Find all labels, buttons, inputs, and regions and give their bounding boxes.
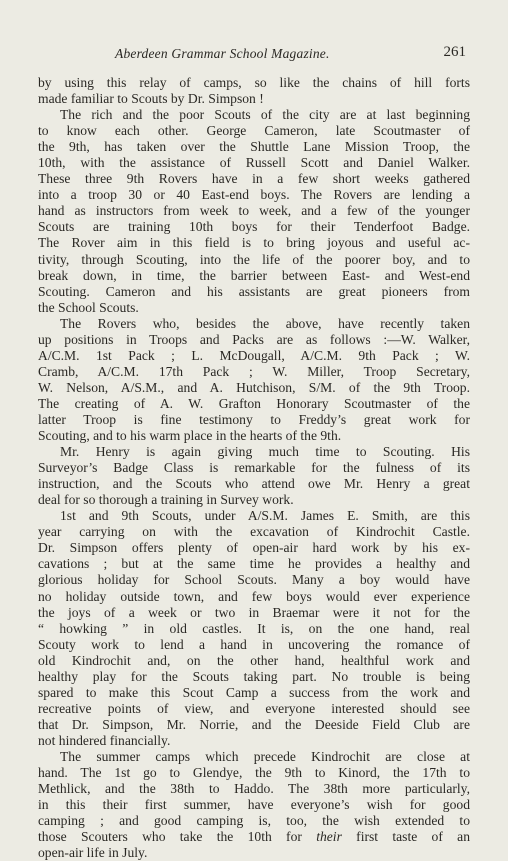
text-line: healthy play for the Scouts taking part. No trouble is being bbox=[38, 668, 470, 684]
text-line: The creating of A. W. Grafton Honorary Scoutmaster of the bbox=[38, 395, 470, 411]
text-line: Dr. Simpson offers plenty of open-air hard work by his ex- bbox=[38, 540, 470, 556]
text-fragment: first taste of an bbox=[341, 829, 470, 845]
paragraph-1 bbox=[38, 75, 470, 107]
text-line: Scouts are training 10th boys for their Tenderfoot Badge. bbox=[38, 219, 470, 235]
text-line: that Dr. Simpson, Mr. Norrie, and the Deeside Field Club are bbox=[38, 716, 470, 732]
text-line: hand as instructors from week to week, and a few of the younger bbox=[38, 203, 470, 219]
text-line: not hindered financially. bbox=[38, 732, 171, 748]
text-line: “ howking ” in old castles. It is, on the one hand, real bbox=[38, 620, 470, 636]
text-line: Surveyor’s Badge Class is remarkable for the fulness of its bbox=[38, 460, 470, 476]
text-line: in this their first summer, have everyone’s wish for good bbox=[38, 797, 470, 813]
text-line: These three 9th Rovers have in a few short weeks gathered bbox=[38, 171, 470, 187]
text-line: spared to make this Scout Camp a success from the work and bbox=[38, 684, 470, 700]
emphasis-word: their bbox=[316, 829, 342, 845]
text-line: The Rovers who, besides the above, have recently taken bbox=[60, 315, 470, 331]
running-head bbox=[38, 44, 472, 64]
text-line: cavations ; but at the same time he provides a healthy and bbox=[38, 556, 470, 572]
page-number: 261 bbox=[443, 44, 466, 60]
paragraph-2 bbox=[38, 107, 470, 316]
text-line: deal for so thorough a training in Survey work. bbox=[38, 492, 294, 508]
text-line: up positions in Troops and Packs are as follows :—W. Walker, bbox=[38, 331, 470, 347]
text-line: The Rover aim in this field is to bring joyous and useful ac- bbox=[38, 235, 470, 251]
text-line: 1st and 9th Scouts, under A/S.M. James E. Smith, are this bbox=[60, 508, 470, 524]
magazine-title: Aberdeen Grammar School Magazine. bbox=[115, 46, 330, 61]
text-line: the School Scouts. bbox=[38, 299, 139, 315]
paragraph-3 bbox=[38, 316, 470, 444]
text-line: hand. The 1st go to Glendye, the 9th to Kinord, the 17th to bbox=[38, 765, 470, 781]
text-line: no holiday outside town, and few boys would ever experience bbox=[38, 588, 470, 604]
text-line: Scouting. Cameron and his assistants are great pioneers from bbox=[38, 283, 470, 299]
text-line: the 9th, has taken over the Shuttle Lane Mission Troop, the bbox=[38, 139, 470, 155]
text-line: year carrying on with the excavation of Kindrochit Castle. bbox=[38, 524, 470, 540]
article-body bbox=[38, 75, 470, 861]
text-line: recreative points of view, and everyone interested should see bbox=[38, 700, 470, 716]
text-line: instruction, and the Scouts who attend owe Mr. Henry a great bbox=[38, 476, 470, 492]
text-line: The summer camps which precede Kindrochit are close at bbox=[60, 748, 470, 764]
text-line: Mr. Henry is again giving much time to Scouting. His bbox=[60, 444, 470, 460]
text-line: The rich and the poor Scouts of the city are at last beginning bbox=[60, 107, 470, 123]
text-line: Cramb, A/C.M. 17th Pack ; W. Miller, Troop Secretary, bbox=[38, 363, 470, 379]
text-line: W. Nelson, A/S.M., and A. Hutchison, S/M. of the 9th Troop. bbox=[38, 379, 470, 395]
text-line: 10th, with the assistance of Russell Scott and Daniel Walker. bbox=[38, 155, 470, 171]
text-line: Methlick, and the 38th to Haddo. The 38th more particularly, bbox=[38, 781, 470, 797]
text-fragment: those Scouters who take the 10th for bbox=[38, 829, 317, 845]
text-line: Scouty work to lend a hand in uncovering the romance of bbox=[38, 636, 470, 652]
text-line: open-air life in July. bbox=[38, 845, 148, 861]
text-line: latter Troop is fine testimony to Freddy’s great work for bbox=[38, 411, 470, 427]
text-line: to know each other. George Cameron, late Scoutmaster of bbox=[38, 123, 470, 139]
paragraph-5 bbox=[38, 508, 470, 749]
text-line: break down, in time, the barrier between East- and West-end bbox=[38, 267, 470, 283]
text-line: the joys of a week or two in Braemar were it not for the bbox=[38, 604, 470, 620]
text-line: old Kindrochit and, on the other hand, healthful work and bbox=[38, 652, 470, 668]
paragraph-4 bbox=[38, 444, 470, 508]
text-line-with-emphasis bbox=[38, 829, 470, 845]
text-line: camping ; and good camping is, too, the wish extended to bbox=[38, 813, 470, 829]
text-line: into a troop 30 or 40 East-end boys. The Rovers are lending a bbox=[38, 187, 470, 203]
paragraph-6 bbox=[38, 749, 470, 861]
text-line: glorious holiday for School Scouts. Many a boy would have bbox=[38, 572, 470, 588]
text-line: by using this relay of camps, so like the chains of hill forts bbox=[38, 75, 470, 90]
text-line: made familiar to Scouts by Dr. Simpson ! bbox=[38, 91, 264, 107]
text-line: Scouting, and to his warm place in the hearts of the 9th. bbox=[38, 428, 342, 444]
text-line: tivity, through Scouting, into the life of the poorer boy, and to bbox=[38, 251, 470, 267]
text-line: A/C.M. 1st Pack ; L. McDougall, A/C.M. 9th Pack ; W. bbox=[38, 347, 470, 363]
